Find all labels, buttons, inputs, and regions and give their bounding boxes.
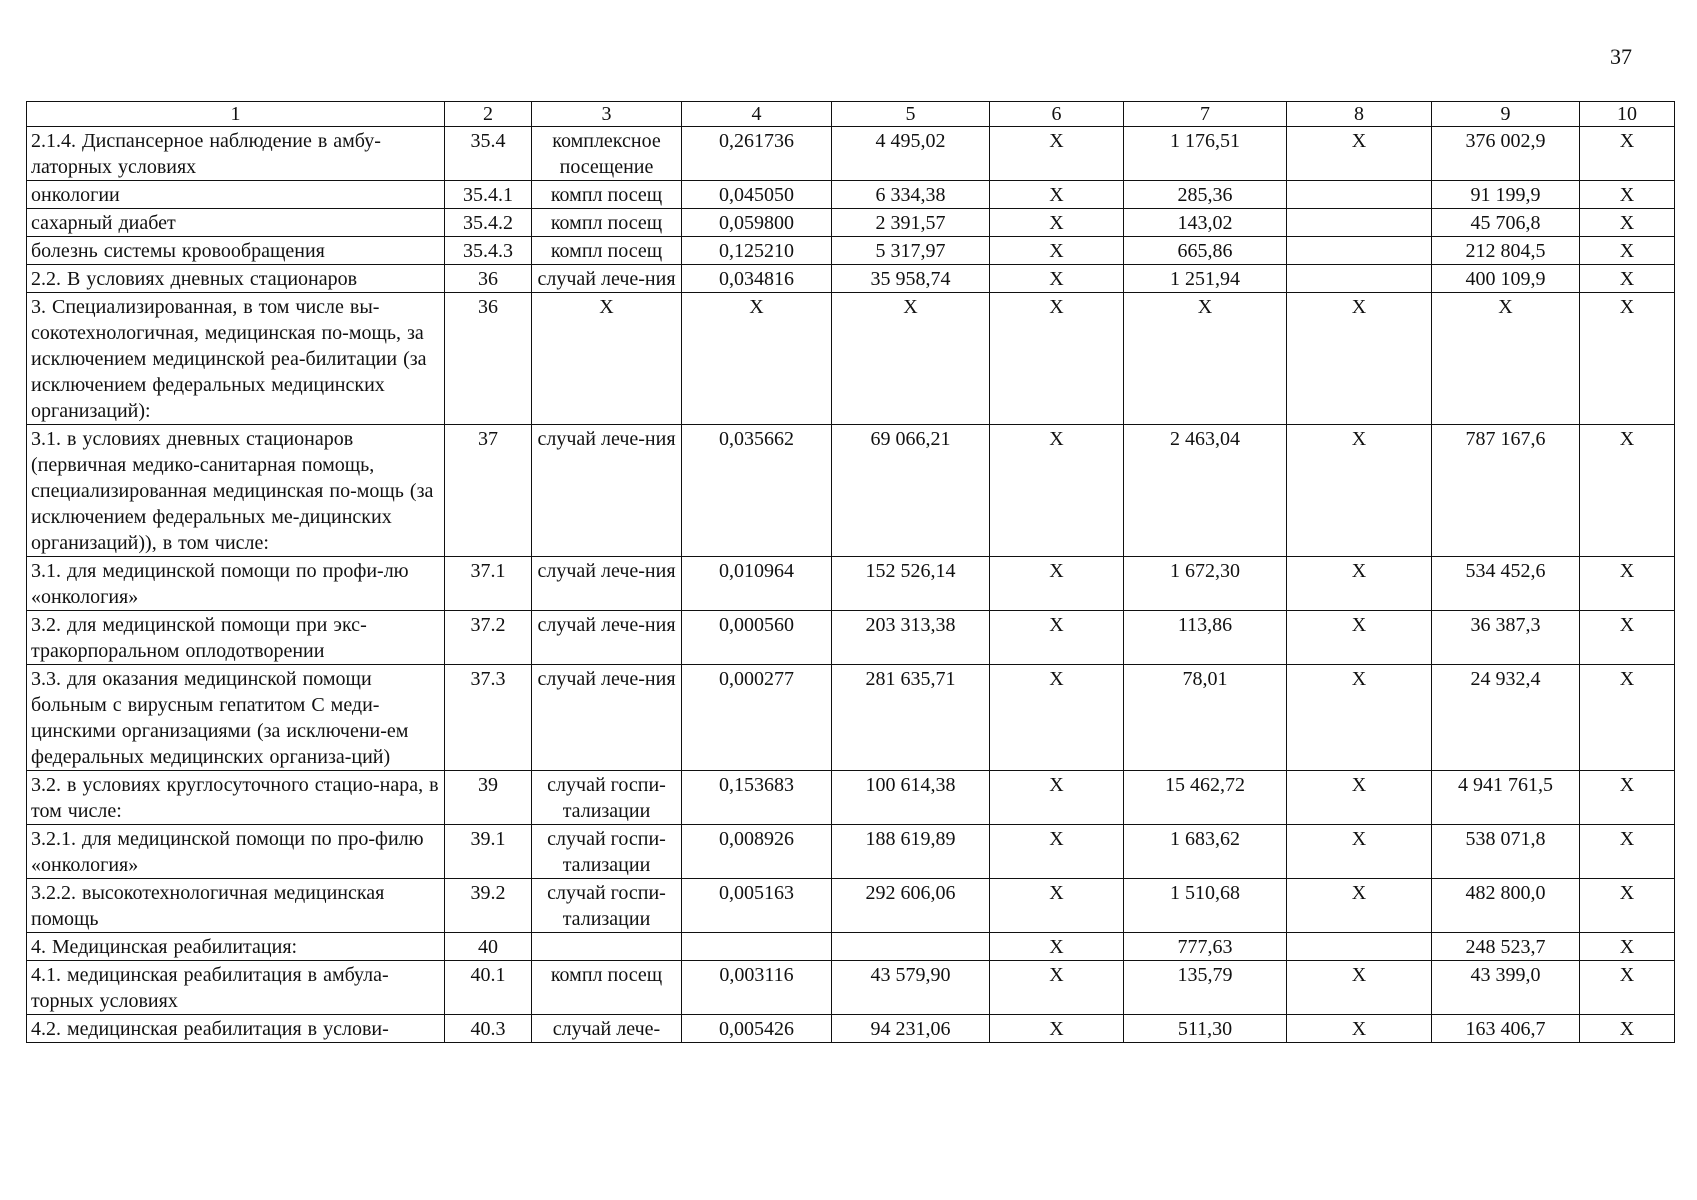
- cell-norm-cost: 4 495,02: [832, 127, 990, 181]
- cell-total-cost: 400 109,9: [1432, 265, 1580, 293]
- cell-per-capita: 1 672,30: [1124, 557, 1287, 611]
- table-row: [27, 127, 1675, 181]
- cell-col-8: [1287, 933, 1432, 961]
- table-row: [27, 771, 1675, 825]
- cell-total-cost: 24 932,4: [1432, 665, 1580, 771]
- cell-col-6: X: [990, 933, 1124, 961]
- table-row: [27, 237, 1675, 265]
- cell-unit: случай госпи-тализации: [532, 879, 682, 933]
- cell-unit: компл посещ: [532, 209, 682, 237]
- column-header-10: 10: [1580, 102, 1675, 127]
- cell-row-name: онкологии: [27, 181, 445, 209]
- cell-row-name: 3.1. в условиях дневных стационаров (первичная медико-санитарная помощь, специализированная медицинская по-мощь (за исключением федеральных ме-дицинских организаций)), в том числе:: [27, 425, 445, 557]
- cell-unit: случай лече-ния: [532, 665, 682, 771]
- cell-row-code: 35.4: [445, 127, 532, 181]
- cell-row-name: 3.2.1. для медицинской помощи по про-филю «онкология»: [27, 825, 445, 879]
- cell-total-cost: 538 071,8: [1432, 825, 1580, 879]
- table-row: [27, 181, 1675, 209]
- page-number: 37: [1610, 44, 1632, 69]
- cell-total-cost: 163 406,7: [1432, 1015, 1580, 1043]
- table-row: [27, 933, 1675, 961]
- cell-per-capita: 78,01: [1124, 665, 1287, 771]
- cell-row-code: 36: [445, 265, 532, 293]
- cell-col-8: X: [1287, 293, 1432, 425]
- cell-col-10: X: [1580, 265, 1675, 293]
- column-header-3: 3: [532, 102, 682, 127]
- cell-col-8: X: [1287, 961, 1432, 1015]
- cell-total-cost: 376 002,9: [1432, 127, 1580, 181]
- cell-per-capita: 1 683,62: [1124, 825, 1287, 879]
- cell-col-10: X: [1580, 181, 1675, 209]
- cell-norm-volume: [682, 933, 832, 961]
- column-header-8: 8: [1287, 102, 1432, 127]
- cell-col-6: X: [990, 1015, 1124, 1043]
- cell-per-capita: 135,79: [1124, 961, 1287, 1015]
- cell-total-cost: 787 167,6: [1432, 425, 1580, 557]
- cell-col-8: X: [1287, 425, 1432, 557]
- cell-col-6: X: [990, 611, 1124, 665]
- cell-total-cost: 212 804,5: [1432, 237, 1580, 265]
- cell-row-name: 3.3. для оказания медицинской помощи больным с вирусным гепатитом С меди-цинскими организациями (за исключени-ем федеральных медицинских организа-ций): [27, 665, 445, 771]
- cell-norm-volume: 0,261736: [682, 127, 832, 181]
- cell-per-capita: 665,86: [1124, 237, 1287, 265]
- cell-row-code: 40.3: [445, 1015, 532, 1043]
- cell-norm-cost: 292 606,06: [832, 879, 990, 933]
- cell-total-cost: 482 800,0: [1432, 879, 1580, 933]
- cell-row-name: болезнь системы кровообращения: [27, 237, 445, 265]
- cell-norm-volume: 0,035662: [682, 425, 832, 557]
- cell-col-6: X: [990, 181, 1124, 209]
- cell-unit: случай лече-ния: [532, 611, 682, 665]
- cell-col-6: X: [990, 825, 1124, 879]
- cell-norm-cost: [832, 933, 990, 961]
- cell-col-10: X: [1580, 1015, 1675, 1043]
- cell-col-10: X: [1580, 127, 1675, 181]
- cell-per-capita: X: [1124, 293, 1287, 425]
- cell-per-capita: 15 462,72: [1124, 771, 1287, 825]
- cell-row-name: 4.1. медицинская реабилитация в амбула-торных условиях: [27, 961, 445, 1015]
- cell-col-10: X: [1580, 237, 1675, 265]
- cell-norm-cost: 69 066,21: [832, 425, 990, 557]
- cell-col-8: X: [1287, 825, 1432, 879]
- cell-row-code: 37: [445, 425, 532, 557]
- cell-per-capita: 1 510,68: [1124, 879, 1287, 933]
- cell-norm-volume: 0,125210: [682, 237, 832, 265]
- cell-row-name: 2.2. В условиях дневных стационаров: [27, 265, 445, 293]
- cell-total-cost: 534 452,6: [1432, 557, 1580, 611]
- table-row: [27, 557, 1675, 611]
- cell-col-6: X: [990, 665, 1124, 771]
- column-header-9: 9: [1432, 102, 1580, 127]
- cell-norm-cost: 100 614,38: [832, 771, 990, 825]
- cell-norm-volume: 0,010964: [682, 557, 832, 611]
- column-header-4: 4: [682, 102, 832, 127]
- cell-col-10: X: [1580, 209, 1675, 237]
- cell-unit: случай лече-ния: [532, 557, 682, 611]
- cell-norm-volume: 0,005426: [682, 1015, 832, 1043]
- cell-per-capita: 2 463,04: [1124, 425, 1287, 557]
- cell-norm-cost: 152 526,14: [832, 557, 990, 611]
- cell-row-name: 2.1.4. Диспансерное наблюдение в амбу-латорных условиях: [27, 127, 445, 181]
- cell-row-code: 39.1: [445, 825, 532, 879]
- cell-row-name: 3.2. в условиях круглосуточного стацио-нара, в том числе:: [27, 771, 445, 825]
- cell-per-capita: 1 251,94: [1124, 265, 1287, 293]
- cell-col-8: [1287, 237, 1432, 265]
- table-row: [27, 961, 1675, 1015]
- cell-norm-cost: 188 619,89: [832, 825, 990, 879]
- cell-row-code: 39: [445, 771, 532, 825]
- table-row: [27, 209, 1675, 237]
- cell-col-8: X: [1287, 127, 1432, 181]
- cell-col-8: X: [1287, 665, 1432, 771]
- cell-col-8: X: [1287, 557, 1432, 611]
- cell-unit: компл посещ: [532, 961, 682, 1015]
- cell-norm-cost: 281 635,71: [832, 665, 990, 771]
- table-row: [27, 293, 1675, 425]
- cell-per-capita: 285,36: [1124, 181, 1287, 209]
- cell-unit: случай госпи-тализации: [532, 771, 682, 825]
- column-header-7: 7: [1124, 102, 1287, 127]
- column-header-1: 1: [27, 102, 445, 127]
- cell-col-8: [1287, 209, 1432, 237]
- cell-norm-volume: 0,153683: [682, 771, 832, 825]
- document-table: [26, 101, 1675, 1043]
- cell-norm-cost: 35 958,74: [832, 265, 990, 293]
- cell-row-name: 3.1. для медицинской помощи по профи-лю «онкология»: [27, 557, 445, 611]
- column-header-2: 2: [445, 102, 532, 127]
- cell-col-6: X: [990, 425, 1124, 557]
- table-row: [27, 265, 1675, 293]
- table-header: [27, 102, 1675, 127]
- cell-col-10: X: [1580, 961, 1675, 1015]
- cell-row-code: 37.2: [445, 611, 532, 665]
- cell-unit: случай лече-ния: [532, 425, 682, 557]
- cell-norm-cost: 2 391,57: [832, 209, 990, 237]
- cell-norm-cost: X: [832, 293, 990, 425]
- cell-col-6: X: [990, 771, 1124, 825]
- cell-row-name: сахарный диабет: [27, 209, 445, 237]
- cell-unit: случай госпи-тализации: [532, 825, 682, 879]
- table-row: [27, 825, 1675, 879]
- cell-per-capita: 143,02: [1124, 209, 1287, 237]
- cell-col-6: X: [990, 879, 1124, 933]
- table-row: [27, 879, 1675, 933]
- cell-norm-volume: 0,000277: [682, 665, 832, 771]
- cell-total-cost: 4 941 761,5: [1432, 771, 1580, 825]
- cell-row-code: 35.4.2: [445, 209, 532, 237]
- cell-per-capita: 1 176,51: [1124, 127, 1287, 181]
- table-row: [27, 425, 1675, 557]
- cell-norm-volume: X: [682, 293, 832, 425]
- cell-col-6: X: [990, 293, 1124, 425]
- cell-per-capita: 511,30: [1124, 1015, 1287, 1043]
- cell-col-6: X: [990, 209, 1124, 237]
- cell-unit: случай лече-: [532, 1015, 682, 1043]
- cell-per-capita: 113,86: [1124, 611, 1287, 665]
- cell-row-name: 4.2. медицинская реабилитация в услови-: [27, 1015, 445, 1043]
- cell-norm-volume: 0,003116: [682, 961, 832, 1015]
- cell-row-code: 36: [445, 293, 532, 425]
- cell-unit: случай лече-ния: [532, 265, 682, 293]
- cell-col-8: X: [1287, 771, 1432, 825]
- cell-row-code: 37.1: [445, 557, 532, 611]
- header-row: [27, 102, 1675, 127]
- table-row: [27, 611, 1675, 665]
- cell-col-10: X: [1580, 557, 1675, 611]
- cell-row-code: 40: [445, 933, 532, 961]
- cell-norm-volume: 0,034816: [682, 265, 832, 293]
- cell-unit: компл посещ: [532, 181, 682, 209]
- cell-norm-cost: 94 231,06: [832, 1015, 990, 1043]
- cell-total-cost: 248 523,7: [1432, 933, 1580, 961]
- cell-row-name: 3.2.2. высокотехнологичная медицинская помощь: [27, 879, 445, 933]
- cell-col-6: X: [990, 237, 1124, 265]
- cell-total-cost: X: [1432, 293, 1580, 425]
- cell-total-cost: 45 706,8: [1432, 209, 1580, 237]
- cell-col-10: X: [1580, 879, 1675, 933]
- cell-unit: [532, 933, 682, 961]
- cell-row-name: 3.2. для медицинской помощи при экс-тракорпоральном оплодотворении: [27, 611, 445, 665]
- cell-row-code: 35.4.1: [445, 181, 532, 209]
- cell-total-cost: 36 387,3: [1432, 611, 1580, 665]
- cell-norm-cost: 5 317,97: [832, 237, 990, 265]
- cell-col-10: X: [1580, 611, 1675, 665]
- cell-col-6: X: [990, 265, 1124, 293]
- table-row: [27, 665, 1675, 771]
- cell-unit: X: [532, 293, 682, 425]
- cell-col-10: X: [1580, 425, 1675, 557]
- cell-row-code: 40.1: [445, 961, 532, 1015]
- cell-unit: комплексное посещение: [532, 127, 682, 181]
- cell-total-cost: 91 199,9: [1432, 181, 1580, 209]
- cell-col-10: X: [1580, 293, 1675, 425]
- table-body: [27, 127, 1675, 1043]
- cell-col-6: X: [990, 961, 1124, 1015]
- cell-norm-cost: 203 313,38: [832, 611, 990, 665]
- cell-norm-volume: 0,045050: [682, 181, 832, 209]
- cell-norm-cost: 6 334,38: [832, 181, 990, 209]
- cell-norm-volume: 0,000560: [682, 611, 832, 665]
- cell-per-capita: 777,63: [1124, 933, 1287, 961]
- cell-unit: компл посещ: [532, 237, 682, 265]
- cell-col-6: X: [990, 557, 1124, 611]
- cell-col-8: X: [1287, 611, 1432, 665]
- cell-col-8: [1287, 181, 1432, 209]
- cell-col-8: [1287, 265, 1432, 293]
- cell-row-name: 4. Медицинская реабилитация:: [27, 933, 445, 961]
- cell-col-10: X: [1580, 771, 1675, 825]
- cell-col-8: X: [1287, 1015, 1432, 1043]
- cell-norm-volume: 0,008926: [682, 825, 832, 879]
- column-header-5: 5: [832, 102, 990, 127]
- cell-row-code: 35.4.3: [445, 237, 532, 265]
- table-row: [27, 1015, 1675, 1043]
- cell-col-6: X: [990, 127, 1124, 181]
- cell-row-code: 39.2: [445, 879, 532, 933]
- cell-col-8: X: [1287, 879, 1432, 933]
- cell-norm-volume: 0,005163: [682, 879, 832, 933]
- column-header-6: 6: [990, 102, 1124, 127]
- cell-norm-cost: 43 579,90: [832, 961, 990, 1015]
- cell-total-cost: 43 399,0: [1432, 961, 1580, 1015]
- cell-col-10: X: [1580, 665, 1675, 771]
- cell-row-name: 3. Специализированная, в том числе вы-сокотехнологичная, медицинская по-мощь, за исключением медицинской реа-билитации (за исключением федеральных медицинских организаций):: [27, 293, 445, 425]
- cell-col-10: X: [1580, 825, 1675, 879]
- cell-row-code: 37.3: [445, 665, 532, 771]
- cell-norm-volume: 0,059800: [682, 209, 832, 237]
- cell-col-10: X: [1580, 933, 1675, 961]
